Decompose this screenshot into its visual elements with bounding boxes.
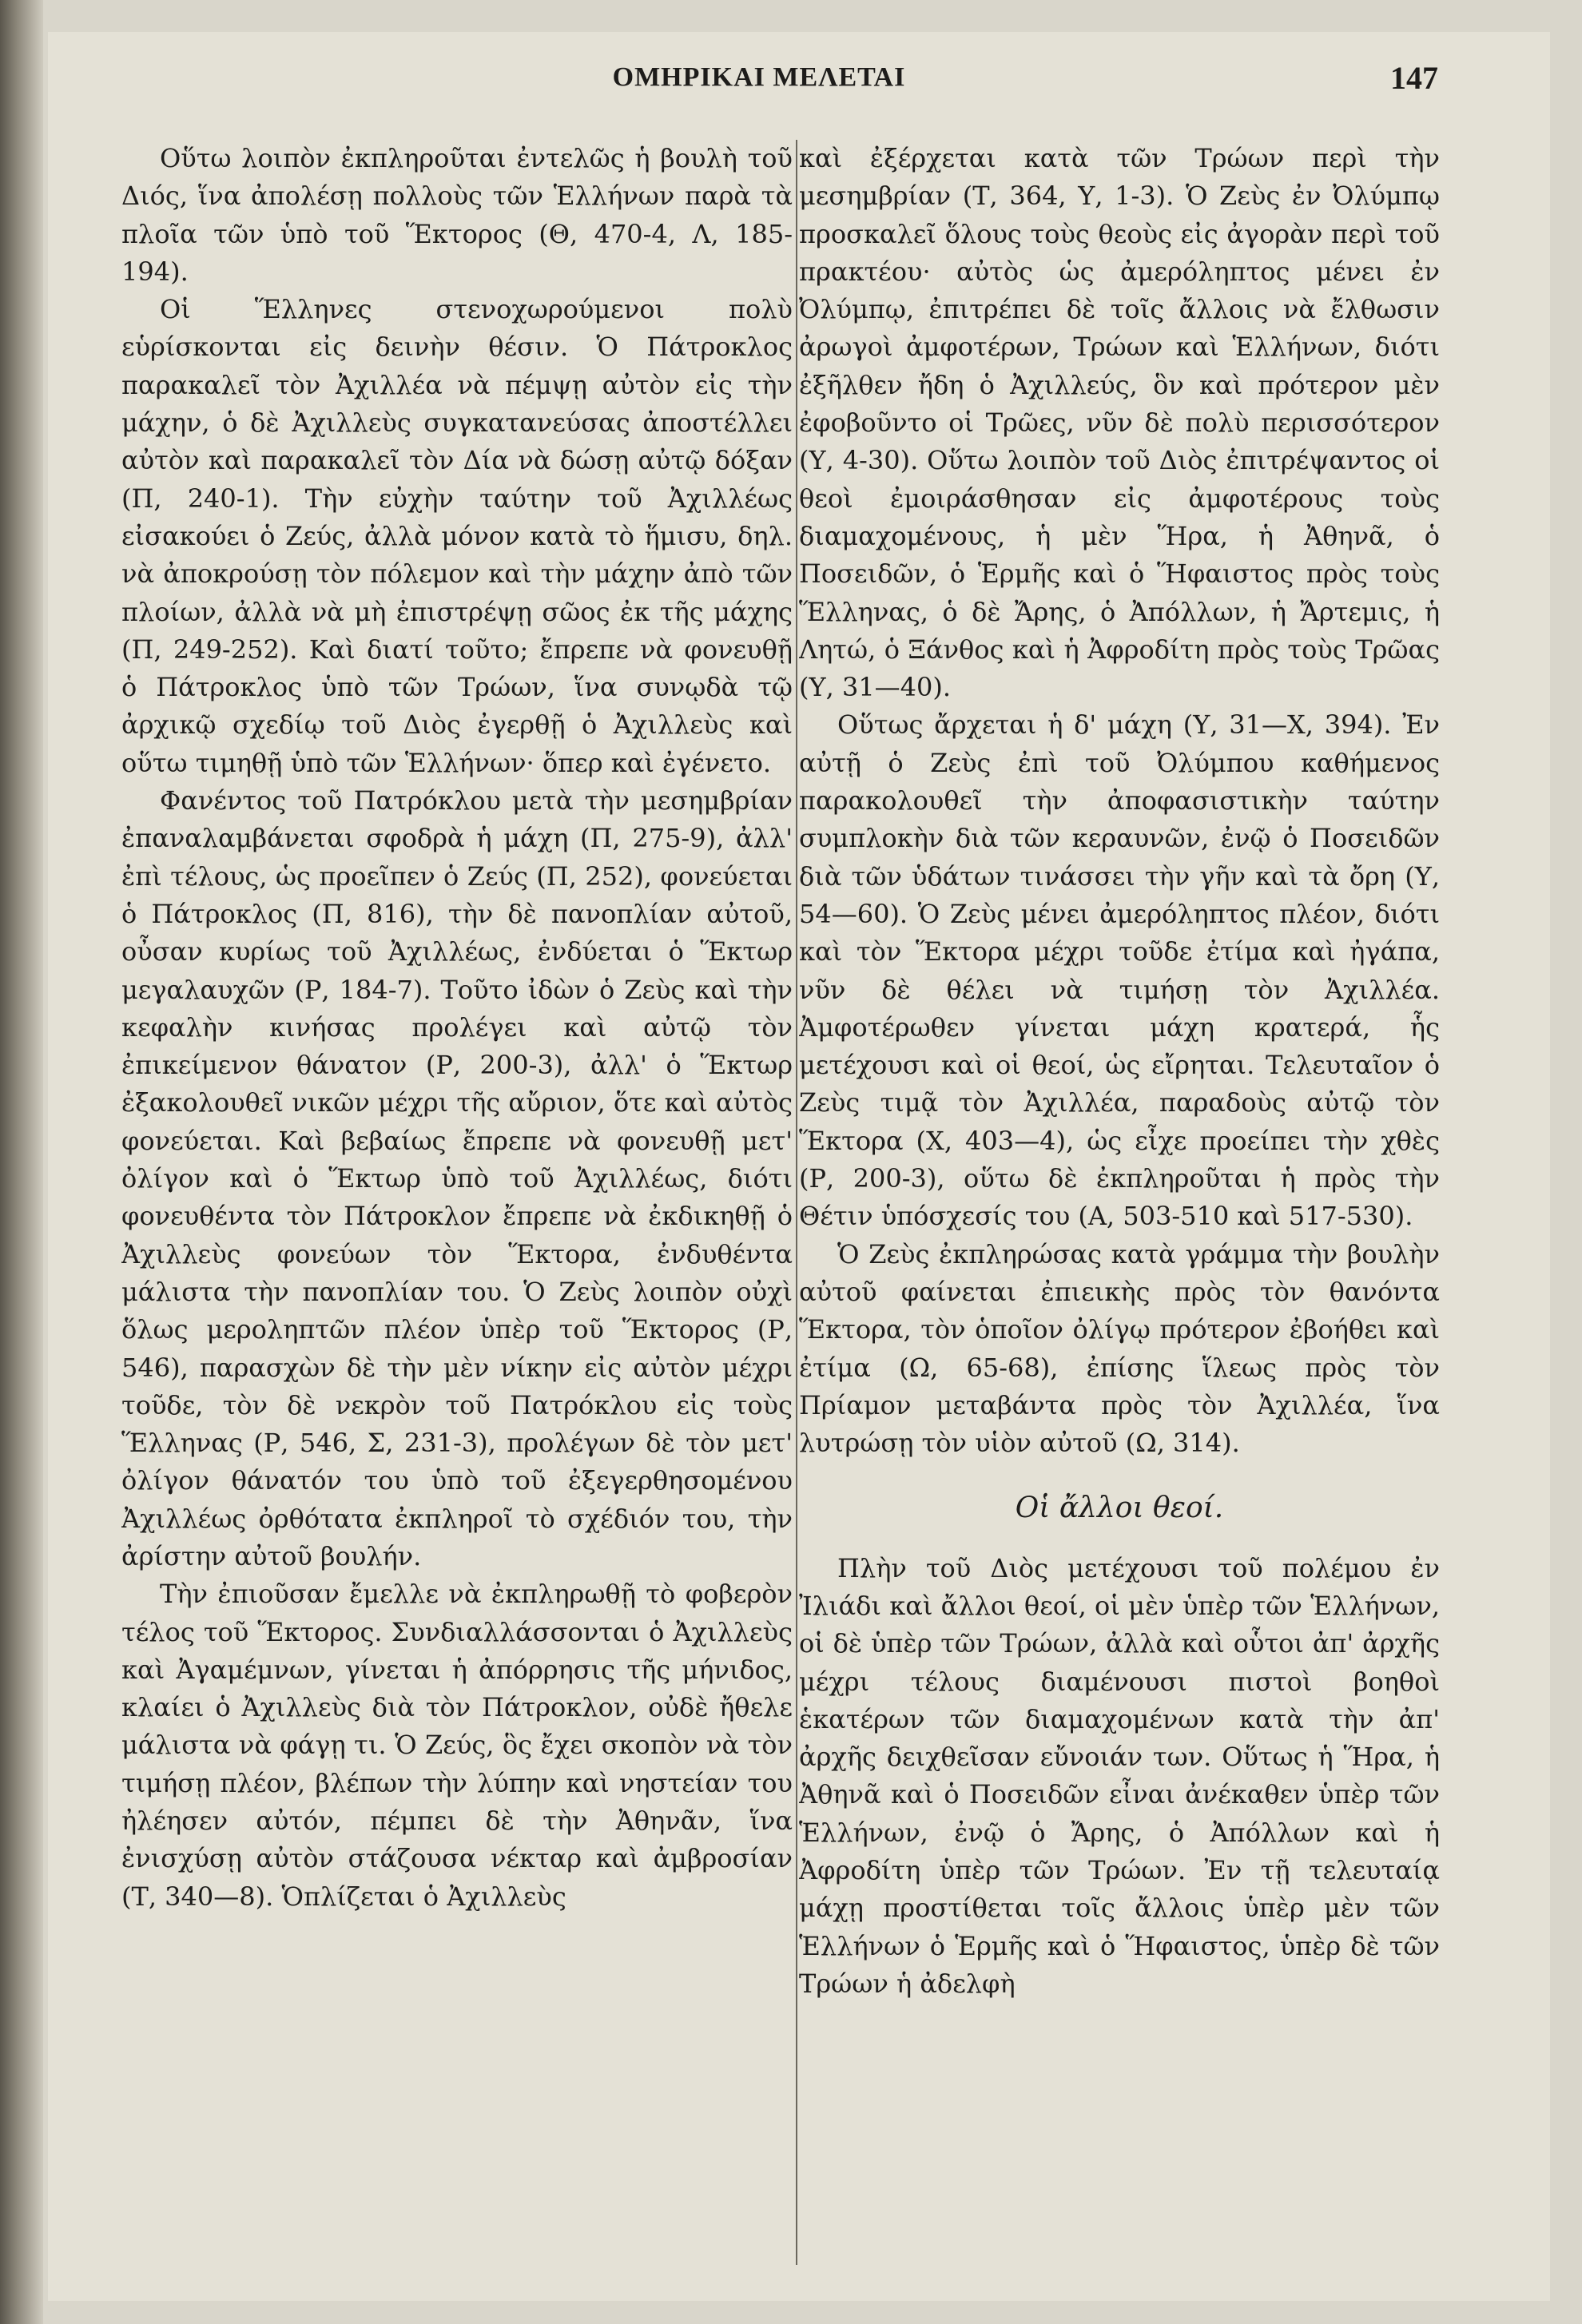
right-paragraph-3: Ὁ Ζεὺς ἐκπληρώσας κατὰ γράμμα τὴν βουλὴν αὐτοῦ φαίνεται ἐπιεικὴς πρὸς τὸν θανόντα Ἕκτορα, τὸν ὁποῖον ὀλίγῳ πρότερον ἐβοήθει καὶ ἐτίμα (Ω, 65-68), ἐπίσης ἵλεως πρὸς τὸν Πρίαμον μεταβάντα πρὸς τὸν Ἀχιλλέα, ἵνα λυτρώσῃ τὸν υἱὸν αὐτοῦ (Ω, 314). xyxy=(799,1238,1440,1459)
left-paragraph-1: Οὕτω λοιπὸν ἐκπληροῦται ἐντελῶς ἡ βουλὴ τοῦ Διός, ἵνα ἀπολέσῃ πολλοὺς τῶν Ἑλλήνων παρὰ τὰ πλοῖα τῶν ὑπὸ τοῦ Ἕκτορος (Θ, 470-4, Λ, 185-194). xyxy=(121,143,793,287)
page-header xyxy=(80,62,1438,110)
left-paragraph-2: Οἱ Ἕλληνες στενοχωρούμενοι πολὺ εὑρίσκονται εἰς δεινὴν θέσιν. Ὁ Πάτροκλος παρακαλεῖ τὸν Ἀχιλλέα νὰ πέμψῃ αὐτὸν εἰς τὴν μάχην, ὁ δὲ Ἀχιλλεὺς συγκατανεύσας ἀποστέλλει αὐτὸν καὶ παρακαλεῖ τὸν Δία νὰ δώσῃ αὐτῷ δόξαν (Π, 240-1). Τὴν εὐχὴν ταύτην τοῦ Ἀχιλλέως εἰσακούει ὁ Ζεύς, ἀλλὰ μόνον κατὰ τὸ ἥμισυ, δηλ. νὰ ἀποκρούσῃ τὸν πόλεμον καὶ τὴν μάχην ἀπὸ τῶν πλοίων, ἀλλὰ νὰ μὴ ἐπιστρέψῃ σῶος ἐκ τῆς μάχης (Π, 249-252). Καὶ διατί τοῦτο; ἔπρεπε νὰ φονευθῇ ὁ Πάτροκλος ὑπὸ τῶν Τρώων, ἵνα συνῳδὰ τῷ ἀρχικῷ σχεδίῳ τοῦ Διὸς ἐγερθῇ ὁ Ἀχιλλεὺς καὶ οὕτω τιμηθῇ ὑπὸ τῶν Ἑλλήνων· ὅπερ καὶ ἐγένετο. xyxy=(121,294,793,778)
book-binding-shadow xyxy=(0,0,43,2324)
right-column xyxy=(799,140,1440,2265)
right-paragraph-4: Πλὴν τοῦ Διὸς μετέχουσι τοῦ πολέμου ἐν Ἰλιάδι καὶ ἄλλοι θεοί, οἱ μὲν ὑπὲρ τῶν Ἑλλήνων, οἱ δὲ ὑπὲρ τῶν Τρώων, ἀλλὰ καὶ οὗτοι ἀπ' ἀρχῆς μέχρι τέλους διαμένουσι πιστοὶ βοηθοὶ ἑκατέρων τῶν διαμαχομένων κατὰ τὴν ἀπ' ἀρχῆς δειχθεῖσαν εὔνοιάν των. Οὕτως ἡ Ἥρα, ἡ Ἀθηνᾶ καὶ ὁ Ποσειδῶν εἶναι ἀνέκαθεν ὑπὲρ τῶν Ἑλλήνων, ἐνῷ ὁ Ἄρης, ὁ Ἀπόλλων καὶ ἡ Ἀφροδίτη ὑπὲρ τῶν Τρώων. Ἐν τῇ τελευταίᾳ μάχῃ προστίθεται τοῖς ἄλλοις ὑπὲρ μὲν τῶν Ἑλλήνων ὁ Ἑρμῆς καὶ ὁ Ἥφαιστος, ὑπὲρ δὲ τῶν Τρώων ἡ ἀδελφὴ xyxy=(799,1552,1440,1999)
right-paragraph-2: Οὕτως ἄρχεται ἡ δ' μάχη (Υ, 31—Χ, 394). Ἐν αὐτῇ ὁ Ζεὺς ἐπὶ τοῦ Ὀλύμπου καθήμενος παρακολουθεῖ τὴν ἀποφασιστικὴν ταύτην συμπλοκὴν διὰ τῶν κεραυνῶν, ἐνῷ ὁ Ποσειδῶν διὰ τῶν ὑδάτων τινάσσει τὴν γῆν καὶ τὰ ὄρη (Υ, 54—60). Ὁ Ζεὺς μένει ἀμερόληπτος πλέον, διότι καὶ τὸν Ἕκτορα μέχρι τοῦδε ἐτίμα καὶ ἠγάπα, νῦν δὲ θέλει νὰ τιμήσῃ τὸν Ἀχιλλέα. Ἀμφοτέρωθεν γίνεται μάχη κρατερά, ἧς μετέχουσι καὶ οἱ θεοί, ὡς εἴρηται. Τελευταῖον ὁ Ζεὺς τιμᾷ τὸν Ἀχιλλέα, παραδοὺς αὐτῷ τὸν Ἕκτορα (Χ, 403—4), ὡς εἶχε προείπει τὴν χθὲς (Ρ, 200-3), οὕτω δὲ ἐκπληροῦται ἡ πρὸς τὴν Θέτιν ὑπόσχεσίς του (Α, 503-510 καὶ 517-530). xyxy=(799,709,1440,1232)
left-column xyxy=(121,140,793,2265)
left-paragraph-4: Τὴν ἐπιοῦσαν ἔμελλε νὰ ἐκπληρωθῇ τὸ φοβερὸν τέλος τοῦ Ἕκτορος. Συνδιαλλάσσονται ὁ Ἀχιλλεὺς καὶ Ἀγαμέμνων, γίνεται ἡ ἀπόρρησις τῆς μήνιδος, κλαίει ὁ Ἀχιλλεὺς διὰ τὸν Πάτροκλον, οὐδὲ ἤθελε μάλιστα νὰ φάγῃ τι. Ὁ Ζεύς, ὃς ἔχει σκοπὸν νὰ τὸν τιμήσῃ πλέον, βλέπων τὴν λύπην καὶ νηστείαν του ἠλέησεν αὐτόν, πέμπει δὲ τὴν Ἀθηνᾶν, ἵνα ἐνισχύσῃ αὐτὸν στάζουσα νέκταρ καὶ ἀμβροσίαν (Τ, 340—8). Ὁπλίζεται ὁ Ἀχιλλεὺς xyxy=(121,1579,793,1912)
column-divider xyxy=(796,140,797,2265)
left-paragraph-3: Φανέντος τοῦ Πατρόκλου μετὰ τὴν μεσημβρίαν ἐπαναλαμβάνεται σφοδρὰ ἡ μάχη (Π, 275-9), ἀλλ' ἐπὶ τέλους, ὡς προεῖπεν ὁ Ζεύς (Π, 252), φονεύεται ὁ Πάτροκλος (Π, 816), τὴν δὲ πανοπλίαν αὐτοῦ, οὖσαν κυρίως τοῦ Ἀχιλλέως, ἐνδύεται ὁ Ἕκτωρ μεγαλαυχῶν (Ρ, 184-7). Τοῦτο ἰδὼν ὁ Ζεὺς καὶ τὴν κεφαλὴν κινήσας προλέγει καὶ αὐτῷ τὸν ἐπικείμενον θάνατον (Ρ, 200-3), ἀλλ' ὁ Ἕκτωρ ἐξακολουθεῖ νικῶν μέχρι τῆς αὔριον, ὅτε καὶ αὐτὸς φονεύεται. Καὶ βεβαίως ἔπρεπε νὰ φονευθῇ μετ' ὀλίγον καὶ ὁ Ἕκτωρ ὑπὸ τοῦ Ἀχιλλέως, διότι φονευθέντα τὸν Πάτροκλον ἔπρεπε νὰ ἐκδικηθῇ ὁ Ἀχιλλεὺς φονεύων τὸν Ἕκτορα, ἐνδυθέντα μάλιστα τὴν πανοπλίαν του. Ὁ Ζεὺς λοιπὸν οὐχὶ ὅλως μεροληπτῶν πλέον ὑπὲρ τοῦ Ἕκτορος (Ρ, 546), παρασχὼν δὲ τὴν μὲν νίκην εἰς αὐτὸν μέχρι τοῦδε, τὸν δὲ νεκρὸν τοῦ Πατρόκλου εἰς τοὺς Ἕλληνας (Ρ, 546, Σ, 231-3), προλέγων δὲ τὸν μετ' ὀλίγον θάνατόν του ὑπὸ τοῦ ἐξεγερθησομένου Ἀχιλλέως ὀρθότατα ἐκπληροῖ τὸ σχέδιόν του, τὴν ἀρίστην αὐτοῦ βουλήν. xyxy=(121,785,793,1571)
page-number: 147 xyxy=(1390,60,1438,96)
section-heading: Οἱ ἄλλοι θεοί. xyxy=(1015,1492,1224,1525)
running-title: ΟΜΗΡΙΚΑΙ ΜΕΛΕΤΑΙ xyxy=(612,62,906,92)
right-paragraph-1: καὶ ἐξέρχεται κατὰ τῶν Τρώων περὶ τὴν μεσημβρίαν (Τ, 364, Υ, 1-3). Ὁ Ζεὺς ἐν Ὀλύμπῳ προσκαλεῖ ὅλους τοὺς θεοὺς εἰς ἀγορὰν περὶ τοῦ πρακτέου· αὐτὸς ὡς ἀμερόληπτος μένει ἐν Ὀλύμπῳ, ἐπιτρέπει δὲ τοῖς ἄλλοις νὰ ἔλθωσιν ἀρωγοὶ ἀμφοτέρων, Τρώων καὶ Ἑλλήνων, διότι ἐξῆλθεν ἤδη ὁ Ἀχιλλεύς, ὃν καὶ πρότερον μὲν ἐφοβοῦντο οἱ Τρῶες, νῦν δὲ πολὺ περισσότερον (Υ, 4-30). Οὕτω λοιπὸν τοῦ Διὸς ἐπιτρέψαντος οἱ θεοὶ ἐμοιράσθησαν εἰς ἀμφοτέρους τοὺς διαμαχομένους, ἡ μὲν Ἥρα, ἡ Ἀθηνᾶ, ὁ Ποσειδῶν, ὁ Ἑρμῆς καὶ ὁ Ἥφαιστος πρὸς τοὺς Ἕλληνας, ὁ δὲ Ἄρης, ὁ Ἀπόλλων, ἡ Ἄρτεμις, ἡ Λητώ, ὁ Ξάνθος καὶ ἡ Ἀφροδίτη πρὸς τοὺς Τρῶας (Υ, 31—40). xyxy=(799,143,1440,703)
